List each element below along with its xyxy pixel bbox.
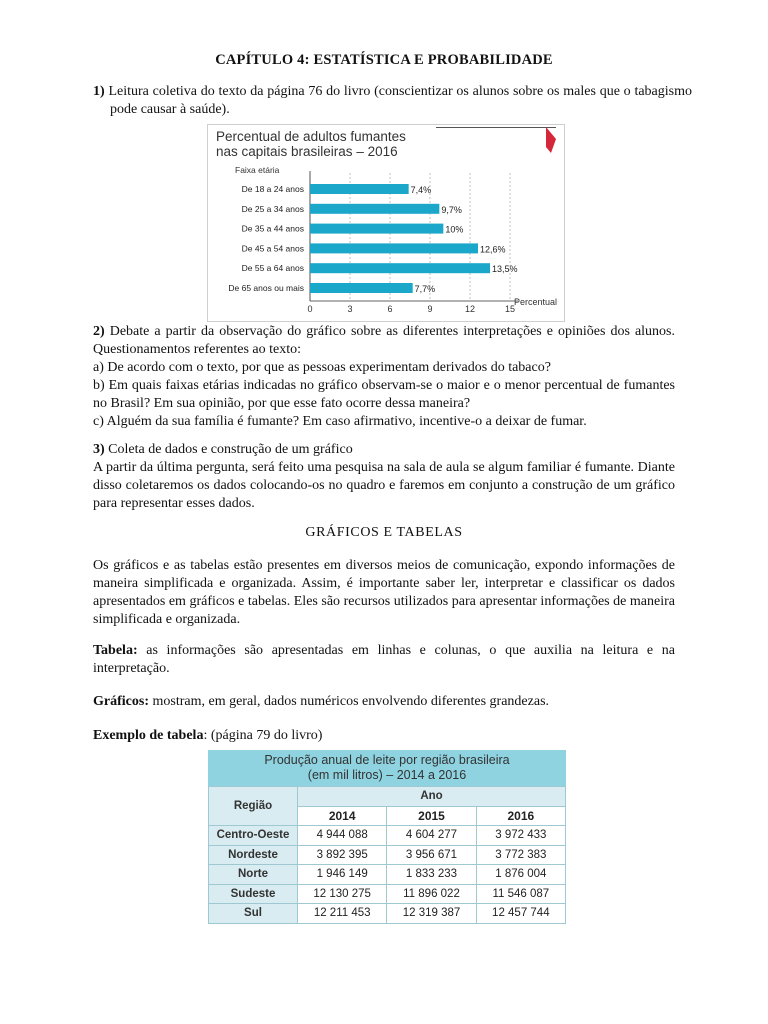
table-row	[209, 826, 566, 846]
value-cell: 12 130 275	[298, 884, 387, 904]
chart-category-label: De 45 a 54 anos	[241, 243, 304, 254]
chart-category-label: De 55 a 64 anos	[241, 263, 304, 274]
table-row	[209, 865, 566, 885]
value-cell: 11 546 087	[476, 884, 565, 904]
chart-x-tick-label: 0	[307, 304, 313, 314]
header-region: Região	[209, 787, 298, 826]
region-cell: Norte	[209, 865, 298, 885]
value-cell: 3 772 383	[476, 845, 565, 865]
tabela-text: as informações são apresentadas em linhas e colunas, o que auxilia na leitura e na interpretação.	[93, 643, 675, 676]
value-cell: 3 956 671	[387, 845, 476, 865]
section-title: GRÁFICOS E TABELAS	[305, 525, 463, 540]
chart-y-axis-label: Faixa etária	[235, 165, 280, 175]
chart-bar	[310, 204, 439, 214]
item-3-text: A partir da última pergunta, será feito uma pesquisa na sala de aula se algum familiar é fumante. Diante disso coletaremos os dados colocando-os no quadro e faremos em conjunto a construção de um gráfico para representar esses dados.	[93, 460, 675, 511]
chart-x-tick-label: 15	[504, 304, 516, 314]
header-year-group: Ano	[298, 787, 566, 807]
graficos-text: mostram, em geral, dados numéricos envolvendo diferentes grandezas.	[148, 694, 550, 709]
example-text: : (página 79 do livro)	[203, 728, 323, 743]
graficos-label: Gráficos:	[93, 694, 149, 709]
milk-production-table-figure	[208, 750, 566, 926]
tabela-label: Tabela:	[93, 643, 138, 658]
chart-x-tick-label: 3	[347, 304, 353, 314]
header-year-2014: 2014	[298, 806, 387, 826]
item-3	[93, 441, 675, 513]
chart-x-tick-label: 9	[427, 304, 433, 314]
question-b: b) Em quais faixas etárias indicadas no gráfico observam-se o maior e o menor percentual de fumantes no Brasil? Em sua opinião, por que esse fato ocorre dessa maneira?	[93, 378, 675, 411]
chart-canvas	[208, 125, 564, 321]
chart-data-label: 9,7%	[441, 204, 462, 215]
value-cell: 3 972 433	[476, 826, 565, 846]
chart-title-line2: nas capitais brasileiras – 2016	[216, 144, 398, 159]
item-2	[93, 323, 675, 431]
value-cell: 1 876 004	[476, 865, 565, 885]
chart-bar	[310, 263, 490, 273]
value-cell: 4 944 088	[298, 826, 387, 846]
item-1-text: Leitura coletiva do texto da página 76 do livro (conscientizar os alunos sobre os males que o tabagismo pode causar à saúde).	[108, 84, 692, 117]
chart-bar	[310, 184, 409, 194]
value-cell: 12 457 744	[476, 904, 565, 924]
example-label: Exemplo de tabela	[93, 728, 204, 743]
question-c: c) Alguém da sua família é fumante? Em caso afirmativo, incentive-o a deixar de fumar.	[93, 414, 587, 429]
header-year-2015: 2015	[387, 806, 476, 826]
region-cell: Sudeste	[209, 884, 298, 904]
question-a: a) De acordo com o texto, por que as pessoas experimentam derivados do tabaco?	[93, 360, 551, 375]
chart-data-label: 10%	[445, 224, 464, 235]
table-title	[208, 750, 566, 786]
region-cell: Centro-Oeste	[209, 826, 298, 846]
tabela-definition	[93, 642, 675, 678]
header-year-2016: 2016	[476, 806, 565, 826]
region-cell: Nordeste	[209, 845, 298, 865]
region-cell: Sul	[209, 904, 298, 924]
value-cell: 3 892 395	[298, 845, 387, 865]
chart-bar	[310, 243, 478, 253]
item-3-number: 3)	[93, 442, 105, 457]
chart-x-tick-label: 12	[464, 304, 476, 314]
item-1	[93, 83, 692, 119]
value-cell: 4 604 277	[387, 826, 476, 846]
graficos-definition	[93, 693, 675, 711]
chart-title-line1: Percentual de adultos fumantes	[216, 129, 406, 144]
chart-category-label: De 25 a 34 anos	[241, 203, 304, 214]
chart-bar	[310, 283, 413, 293]
value-cell: 1 946 149	[298, 865, 387, 885]
smokers-chart	[207, 124, 565, 322]
item-3-title: Coleta de dados e construção de um gráfico	[108, 442, 353, 457]
table-row	[209, 845, 566, 865]
chart-data-label: 12,6%	[480, 244, 506, 255]
item-2-number: 2)	[93, 324, 105, 339]
chapter-title: CAPÍTULO 4: ESTATÍSTICA E PROBABILIDADE	[215, 52, 553, 68]
value-cell: 11 896 022	[387, 884, 476, 904]
chart-bar	[310, 224, 443, 234]
item-2-text: Debate a partir da observação do gráfico sobre as diferentes interpretações e opiniões dos alunos. Questionamentos referentes ao texto:	[93, 324, 676, 357]
example-caption	[93, 727, 675, 745]
value-cell: 12 211 453	[298, 904, 387, 924]
chart-x-axis-label: Percentual	[514, 297, 558, 307]
table-title-line1: Produção anual de leite por região brasileira	[264, 753, 510, 767]
chart-corner-flag	[546, 127, 556, 153]
table-row	[209, 904, 566, 924]
chart-data-label: 7,4%	[410, 185, 432, 195]
chart-data-label: 7,7%	[414, 284, 436, 294]
table-title-line2: (em mil litros) – 2014 a 2016	[307, 768, 467, 782]
item-1-number: 1)	[93, 84, 105, 99]
chart-x-tick-label: 6	[387, 304, 393, 314]
chart-category-label: De 65 anos ou mais	[228, 283, 304, 293]
value-cell: 12 319 387	[387, 904, 476, 924]
milk-production-table	[208, 786, 566, 924]
table-row	[209, 884, 566, 904]
chart-category-label: De 35 a 44 anos	[241, 223, 304, 234]
intro-paragraph: Os gráficos e as tabelas estão presentes em diversos meios de comunicação, expondo informações de maneira simplificada e organizada. Assim, é importante saber ler, interpretar e classificar os dados apresentados em gráficos e tabelas. Eles são recursos utilizados para apresentar informações de maneira simplificada e organizada.	[93, 558, 675, 627]
chart-data-label: 13,5%	[492, 264, 518, 275]
chart-category-label: De 18 a 24 anos	[241, 184, 304, 194]
value-cell: 1 833 233	[387, 865, 476, 885]
